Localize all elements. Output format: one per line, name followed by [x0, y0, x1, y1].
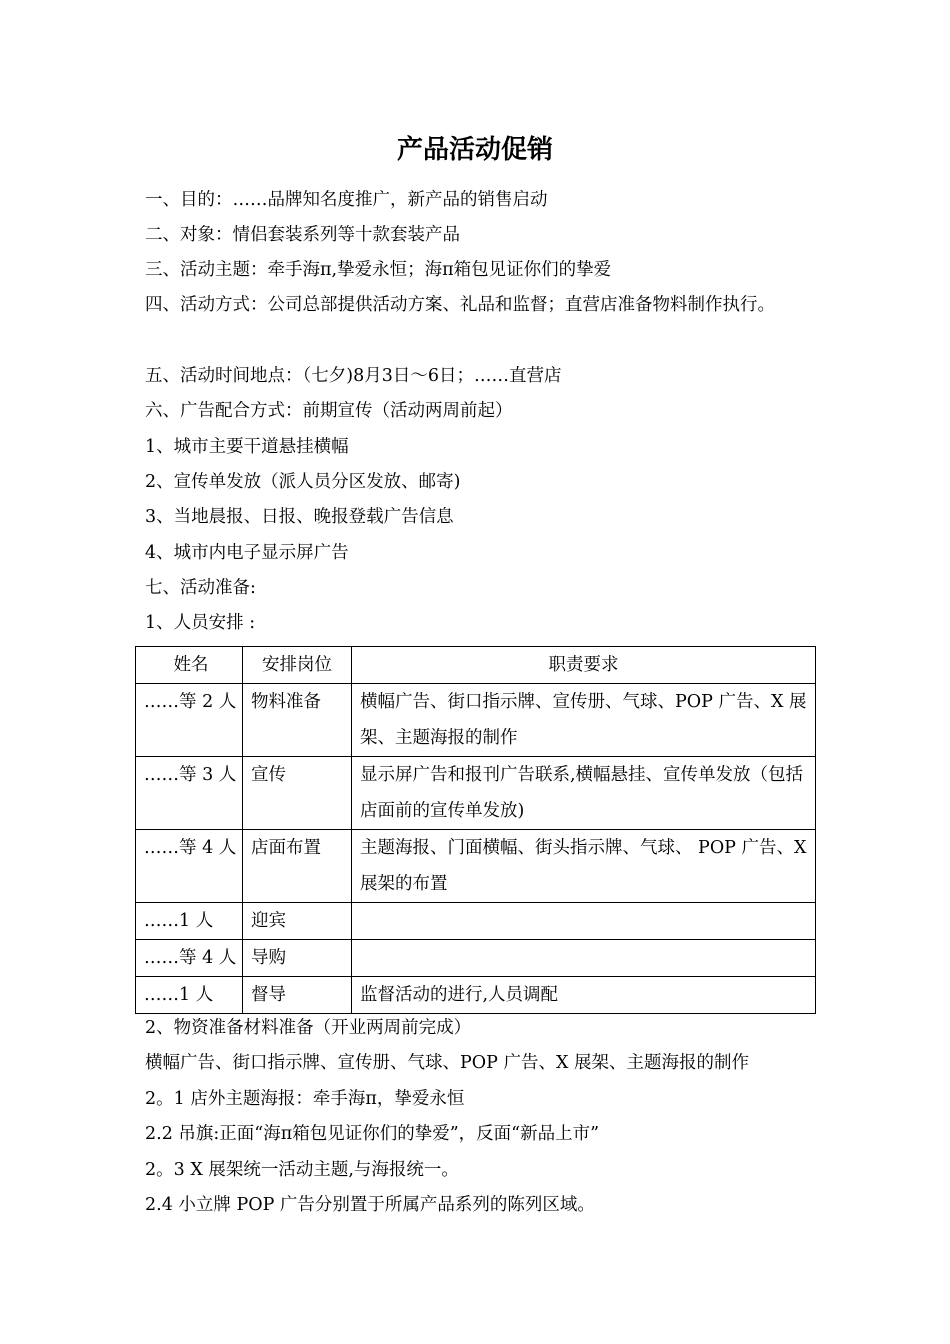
line-prep: 七、活动准备: — [145, 578, 256, 598]
line-ad-2: 2、宣传单发放（派人员分区发放、邮寄) — [145, 472, 461, 492]
table-row — [136, 977, 816, 1014]
cell-duty: 主题海报、门面横幅、街头指示牌、气球、 POP 广告、X 展架的布置 — [352, 830, 816, 903]
line-ad-4: 4、城市内电子显示屏广告 — [145, 543, 349, 563]
cell-name: ……等 3 人 — [136, 757, 243, 830]
page-title: 产品活动促销 — [396, 135, 553, 165]
cell-name: ……等 4 人 — [136, 940, 243, 977]
cell-name: ……等 2 人 — [136, 684, 243, 757]
cell-post: 物料准备 — [243, 684, 352, 757]
cell-post: 宣传 — [243, 757, 352, 830]
table-row — [136, 830, 816, 903]
cell-duty: 监督活动的进行,人员调配 — [352, 977, 816, 1014]
line-ad-method: 六、广告配合方式：前期宣传（活动两周前起） — [145, 401, 513, 421]
line-materials-2-2: 2.2 吊旗:正面“海π箱包见证你们的挚爱”，反面“新品上市” — [145, 1124, 600, 1144]
cell-post: 导购 — [243, 940, 352, 977]
line-materials-2-1: 2。1 店外主题海报：牵手海π，挚爱永恒 — [145, 1089, 465, 1109]
header-post: 安排岗位 — [243, 647, 352, 684]
staff-table — [135, 646, 816, 1014]
line-materials-2-4: 2.4 小立牌 POP 广告分别置于所属产品系列的陈列区域。 — [145, 1195, 595, 1215]
line-ad-3: 3、当地晨报、日报、晚报登载广告信息 — [145, 507, 454, 527]
line-materials-list: 横幅广告、街口指示牌、宣传册、气球、POP 广告、X 展架、主题海报的制作 — [145, 1053, 749, 1073]
cell-post: 店面布置 — [243, 830, 352, 903]
cell-duty — [352, 940, 816, 977]
line-ad-1: 1、城市主要干道悬挂横幅 — [145, 437, 349, 457]
line-materials-2-3: 2。3 X 展架统一活动主题,与海报统一。 — [145, 1160, 459, 1180]
cell-duty: 显示屏广告和报刊广告联系,横幅悬挂、宣传单发放（包括店面前的宣传单发放) — [352, 757, 816, 830]
header-name: 姓名 — [136, 647, 243, 684]
line-staff: 1、人员安排 : — [145, 613, 256, 633]
header-duty: 职责要求 — [352, 647, 816, 684]
cell-post: 督导 — [243, 977, 352, 1014]
table-row — [136, 940, 816, 977]
table-row — [136, 903, 816, 940]
line-method: 四、活动方式：公司总部提供活动方案、礼品和监督；直营店准备物料制作执行。 — [145, 295, 775, 315]
table-row — [136, 757, 816, 830]
cell-duty — [352, 903, 816, 940]
line-materials: 2、物资准备材料准备（开业两周前完成） — [145, 1018, 472, 1038]
line-theme: 三、活动主题：牵手海π,挚爱永恒；海π箱包见证你们的挚爱 — [145, 260, 612, 280]
cell-name: ……等 4 人 — [136, 830, 243, 903]
line-purpose: 一、目的：……品牌知名度推广，新产品的销售启动 — [145, 190, 548, 210]
cell-name: ……1 人 — [136, 977, 243, 1014]
cell-duty: 横幅广告、街口指示牌、宣传册、气球、POP 广告、X 展架、主题海报的制作 — [352, 684, 816, 757]
line-target: 二、对象：情侣套装系列等十款套装产品 — [145, 225, 460, 245]
table-row — [136, 684, 816, 757]
table-header-row — [136, 647, 816, 684]
cell-post: 迎宾 — [243, 903, 352, 940]
cell-name: ……1 人 — [136, 903, 243, 940]
line-time-place: 五、活动时间地点：（七夕)8月3日～6日；……直营店 — [145, 366, 562, 386]
